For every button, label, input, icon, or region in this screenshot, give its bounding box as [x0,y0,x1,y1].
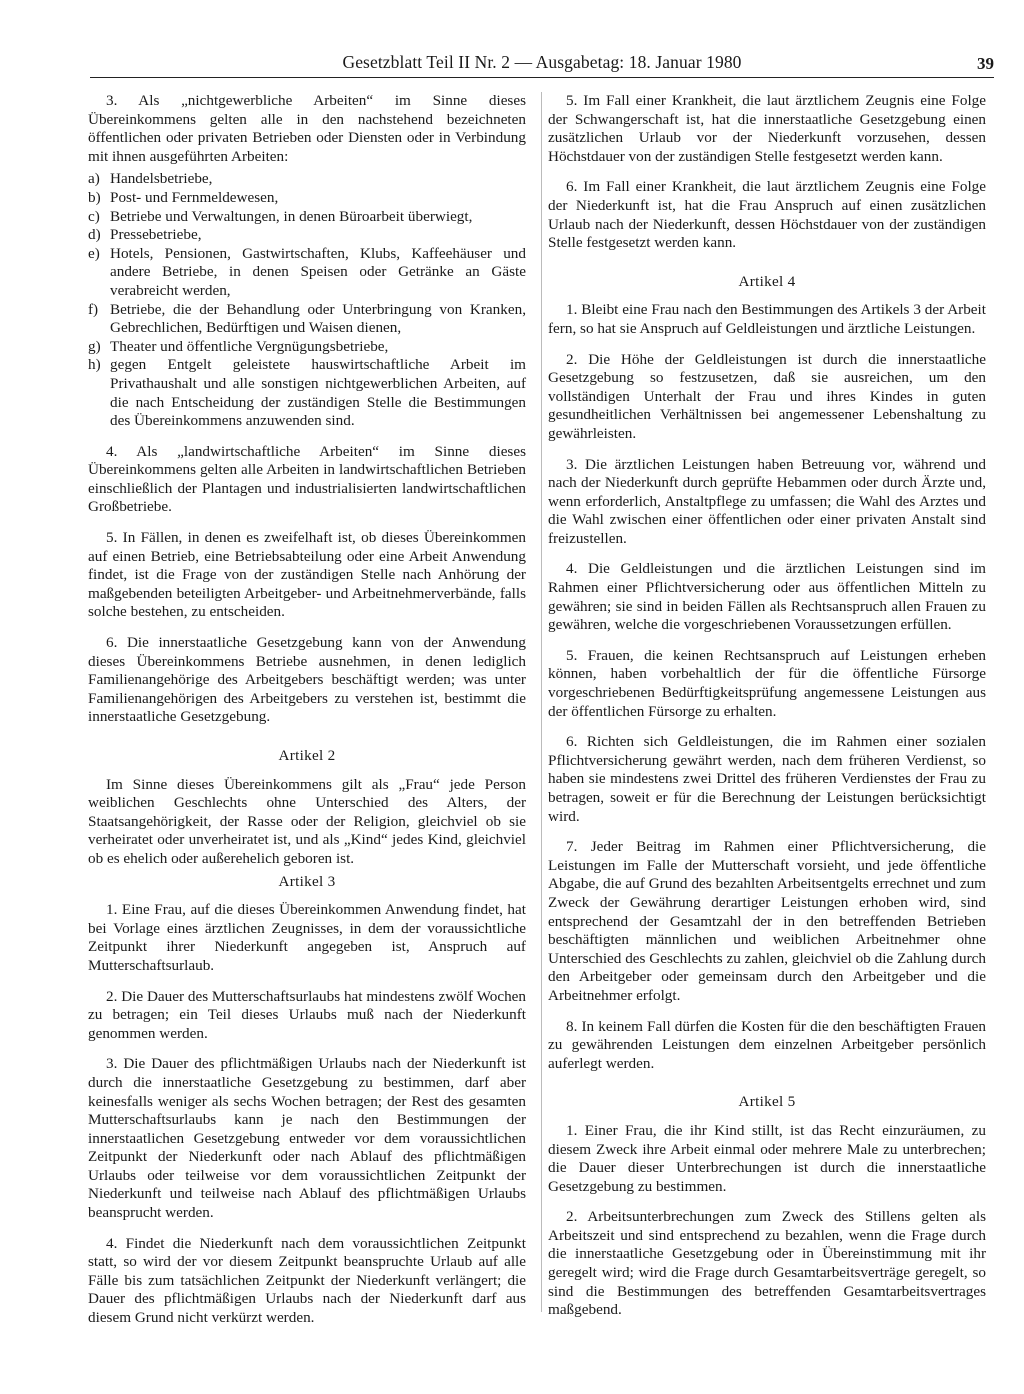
paragraph-art4-p6: 6. Richten sich Geldleistungen, die im Rahmen einer sozialen Pflichtversicherung gewährt werden, nach dem früheren Verdienst, so haben sie mindestens zwei Drittel des früheren Verdienstes der Frau zu betragen, soweit er für die Berechnung der Leistungen berücksichtigt wird. [548,733,986,825]
paragraph-art4-p3: 3. Die ärztlichen Leistungen haben Betreuung vor, während und nach der Niederkunft durch geprüfte Hebammen oder durch Ärzte und, wenn erforderlich, Anstaltpflege zu umfassen; die Wahl des Arztes und die Wahl zwischen einer öffentlichen oder einer privaten Anstalt sind freizustellen. [548,455,986,547]
paragraph-art3-p3: 3. Die Dauer des pflichtmäßigen Urlaubs nach der Niederkunft ist durch die innerstaatliche Gesetzgebung zu bestimmen, darf aber keinesfalls weniger als sechs Wochen betragen; der Rest des gesamten Mutterschaftsurlaubs kann je nach den Bestimmungen der innerstaatlichen Gesetzgebung entweder vor dem voraussichtlichen Zeitpunkt der Niederkunft oder nach Ablauf des pflichtmäßigen Urlaubs oder teilweise vor dem voraussichtlichen Zeitpunkt der Niederkunft und teilweise nach Ablauf des pflichtmäßigen Urlaubs beansprucht werden. [88,1055,526,1222]
list-item [88,338,526,357]
paragraph-art4-p8: 8. In keinem Fall dürfen die Kosten für die den beschäftigten Frauen zu gewährenden Leistungen dem einzelnen Arbeitgeber persönlich auferlegt werden. [548,1017,986,1072]
list-item [88,226,526,245]
paragraph-art1-p3: 3. Als „nichtgewerbliche Arbeiten“ im Sinne dieses Übereinkommens gelten alle in den nachstehend bezeichneten öffentlichen oder privaten Betrieben oder Diensten oder in Verbindung mit ihnen ausgeführten Arbeiten: [88,92,526,165]
paragraph-art4-p5: 5. Frauen, die keinen Rechtsanspruch auf Leistungen erheben können, haben vorbehaltlich der für die öffentliche Fürsorge vorgeschriebenen Bedürftigkeitsprüfung angemessene Leistungen aus der öffentlichen Fürsorge zu erhalten. [548,646,986,720]
paragraph-art1-p5: 5. In Fällen, in denen es zweifelhaft ist, ob dieses Übereinkommen auf einen Betrieb, eine Betriebsabteilung oder eine Arbeit Anwendung findet, ist die Frage von der zuständigen Stelle nach Anhörung der maßgebenden beteiligten Arbeitgeber- und Arbeitnehmerverbände, falls solche bestehen, zu entscheiden. [88,529,526,621]
list-marker: d) [88,226,101,244]
list-text: gegen Entgelt geleistete hauswirtschaftliche Arbeit im Privathaushalt und alle sonstigen nichtgewerblichen Arbeiten, auf die nach Entscheidung der zuständigen Stelle die Bestimmungen des Übereinkommens anzuwenden sind. [110,356,526,430]
left-column [88,92,526,1340]
work-types-list [88,170,526,430]
list-item [88,189,526,208]
paragraph-art4-p1: 1. Bleibt eine Frau nach den Bestimmungen des Artikels 3 der Arbeit fern, so hat sie Anspruch auf Geldleistungen und ärztliche Leistungen. [548,301,986,337]
paragraph-art3-p1: 1. Eine Frau, auf die dieses Übereinkommen Anwendung findet, hat bei Vorlage eines ärztlichen Zeugnisses, in dem der voraussichtliche Zeitpunkt ihrer Niederkunft angegeben ist, Anspruch auf Mutterschaftsurlaub. [88,901,526,974]
list-text: Handelsbetriebe, [110,170,213,188]
list-marker: e) [88,244,100,262]
list-item [88,356,526,430]
list-marker: g) [88,337,101,355]
list-text: Betriebe und Verwaltungen, in denen Büroarbeit überwiegt, [110,207,473,225]
list-item [88,170,526,189]
paragraph-art4-p4: 4. Die Geldleistungen und die ärztlichen Leistungen sind im Rahmen einer Pflichtversicherung oder aus öffentlichen Mitteln zu gewähren; sie sind in beiden Fällen als Rechtsanspruch allen Frauen zu gewähren, welche die vorgeschriebenen Voraussetzungen erfüllen. [548,560,986,634]
list-marker: f) [88,300,99,318]
page-number: 39 [977,54,994,73]
page-header [90,52,994,78]
list-item [88,208,526,227]
list-text: Betriebe, die der Behandlung oder Unterbringung von Kranken, Gebrechlichen, Bedürftigen und Waisen dienen, [110,300,526,337]
list-text: Theater und öffentliche Vergnügungsbetriebe, [110,337,389,355]
heading-artikel-4: Artikel 4 [738,272,796,290]
header-rule [90,77,994,78]
list-text: Pressebetriebe, [110,226,202,244]
list-marker: h) [88,356,101,374]
header-title: Gesetzblatt Teil II Nr. 2 — Ausgabetag: 18. Januar 1980 [342,52,742,72]
heading-artikel-3: Artikel 3 [278,872,336,890]
list-marker: b) [88,188,101,206]
paragraph-art4-p7: 7. Jeder Beitrag im Rahmen einer Pflichtversicherung, die Leistungen im Falle der Mutterschaft vorsieht, und jede öffentliche Abgabe, die auf Grund des bezahlten Arbeitsentgelts errechnet und zum Zweck der Gewährung derartiger Leistungen erhoben wird, sind entsprechend der Gesamtzahl der in den betreffenden Betrieben beschäftigten männlichen und weiblichen Arbeitnehmer ohne Unterschied des Geschlechts zu zahlen, gleichviel ob die Zahlung durch den Arbeitgeber oder gemeinsam durch den Arbeitgeber und die Arbeitnehmer erfolgt. [548,838,986,1004]
paragraph-art3-p6: 6. Im Fall einer Krankheit, die laut ärztlichem Zeugnis eine Folge der Niederkunft ist, hat die Frau Anspruch auf einen zusätzlichen Urlaub nach der Niederkunft, dessen Höchstdauer von der zuständigen Stelle festgesetzt werden kann. [548,178,986,252]
paragraph-art5-p2: 2. Arbeitsunterbrechungen zum Zweck des Stillens gelten als Arbeitszeit und sind entsprechend zu bezahlen, wenn die Frage durch die innerstaatliche Gesetzgebung oder in Übereinstimmung mit ihr geregelt wird; wird die Frage durch Gesamtarbeitsverträge geregelt, so sind die Bestimmungen des betreffenden Gesamtarbeitsvertrages maßgebend. [548,1208,986,1319]
paragraph-art3-p2: 2. Die Dauer des Mutterschaftsurlaubs hat mindestens zwölf Wochen zu betragen; ein Teil dieses Urlaubs muß nach der Niederkunft genommen werden. [88,987,526,1042]
paragraph-art4-p2: 2. Die Höhe der Geldleistungen ist durch die innerstaatliche Gesetzgebung so festzusetzen, daß sie ausreichen, um den vollständigen Unterhalt der Frau und ihres Kindes in guten gesundheitlichen Verhältnissen bei angemessener Lebenshaltung zu gewährleisten. [548,350,986,442]
list-item [88,245,526,301]
paragraph-art3-p5: 5. Im Fall einer Krankheit, die laut ärztlichem Zeugnis eine Folge der Schwangerschaft ist, hat die innerstaatliche Gesetzgebung einen zusätzlichen Urlaub vor der Niederkunft vorzusehen, dessen Höchstdauer von der zuständigen Stelle festgesetzt werden kann. [548,92,986,165]
paragraph-art3-p4: 4. Findet die Niederkunft nach dem voraussichtlichen Zeitpunkt statt, so wird der vor diesem Zeitpunkt beanspruchte Urlaub auf alle Fälle bis zum tatsächlichen Zeitpunkt der Niederkunft verlängert; die Dauer des pflichtmäßigen Urlaubs nach der Niederkunft darf aus diesem Grund nicht verkürzt werden. [88,1234,526,1327]
heading-artikel-2: Artikel 2 [278,747,336,764]
list-marker: c) [88,207,100,225]
list-marker: a) [88,170,100,188]
paragraph-art1-p4: 4. Als „landwirtschaftliche Arbeiten“ im Sinne dieses Übereinkommens gelten alle Arbeiten in landwirtschaftlichen Betrieben einschließlich der Plantagen und industrialisierten landwirtschaftlichen Großbetriebe. [88,442,526,516]
right-column [548,92,986,1332]
list-item [88,301,526,338]
heading-artikel-5: Artikel 5 [738,1093,796,1111]
paragraph-art5-p1: 1. Einer Frau, die ihr Kind stillt, ist das Recht einzuräumen, zu diesem Zweck ihre Arbeit einmal oder mehrere Male zu unterbrechen; die Dauer dieser Unterbrechungen ist durch die innerstaatliche Gesetzgebung zu bestimmen. [548,1121,986,1195]
paragraph-art2: Im Sinne dieses Übereinkommens gilt als „Frau“ jede Person weiblichen Geschlechts ohne Unterschied des Alters, der Staatsangehörigkeit, der Rasse oder der Religion, gleichviel ob sie verheiratet oder unverheiratet ist, und als „Kind“ jedes Kind, gleichviel ob es ehelich oder außerehelich geboren ist. [88,775,526,867]
list-text: Hotels, Pensionen, Gastwirtschaften, Klubs, Kaffeehäuser und andere Betriebe, in denen Speisen oder Getränke an Gäste verabreicht werden, [110,244,526,299]
paragraph-art1-p6: 6. Die innerstaatliche Gesetzgebung kann von der Anwendung dieses Übereinkommens Betriebe ausnehmen, in denen lediglich Familienangehörige des Arbeitgebers beschäftigt werden; was unter Familienangehörigen des Arbeitgebers zu verstehen ist, bestimmt die innerstaatliche Gesetzgebung. [88,634,526,726]
column-divider [541,92,542,1312]
list-text: Post- und Fernmeldewesen, [110,188,279,206]
